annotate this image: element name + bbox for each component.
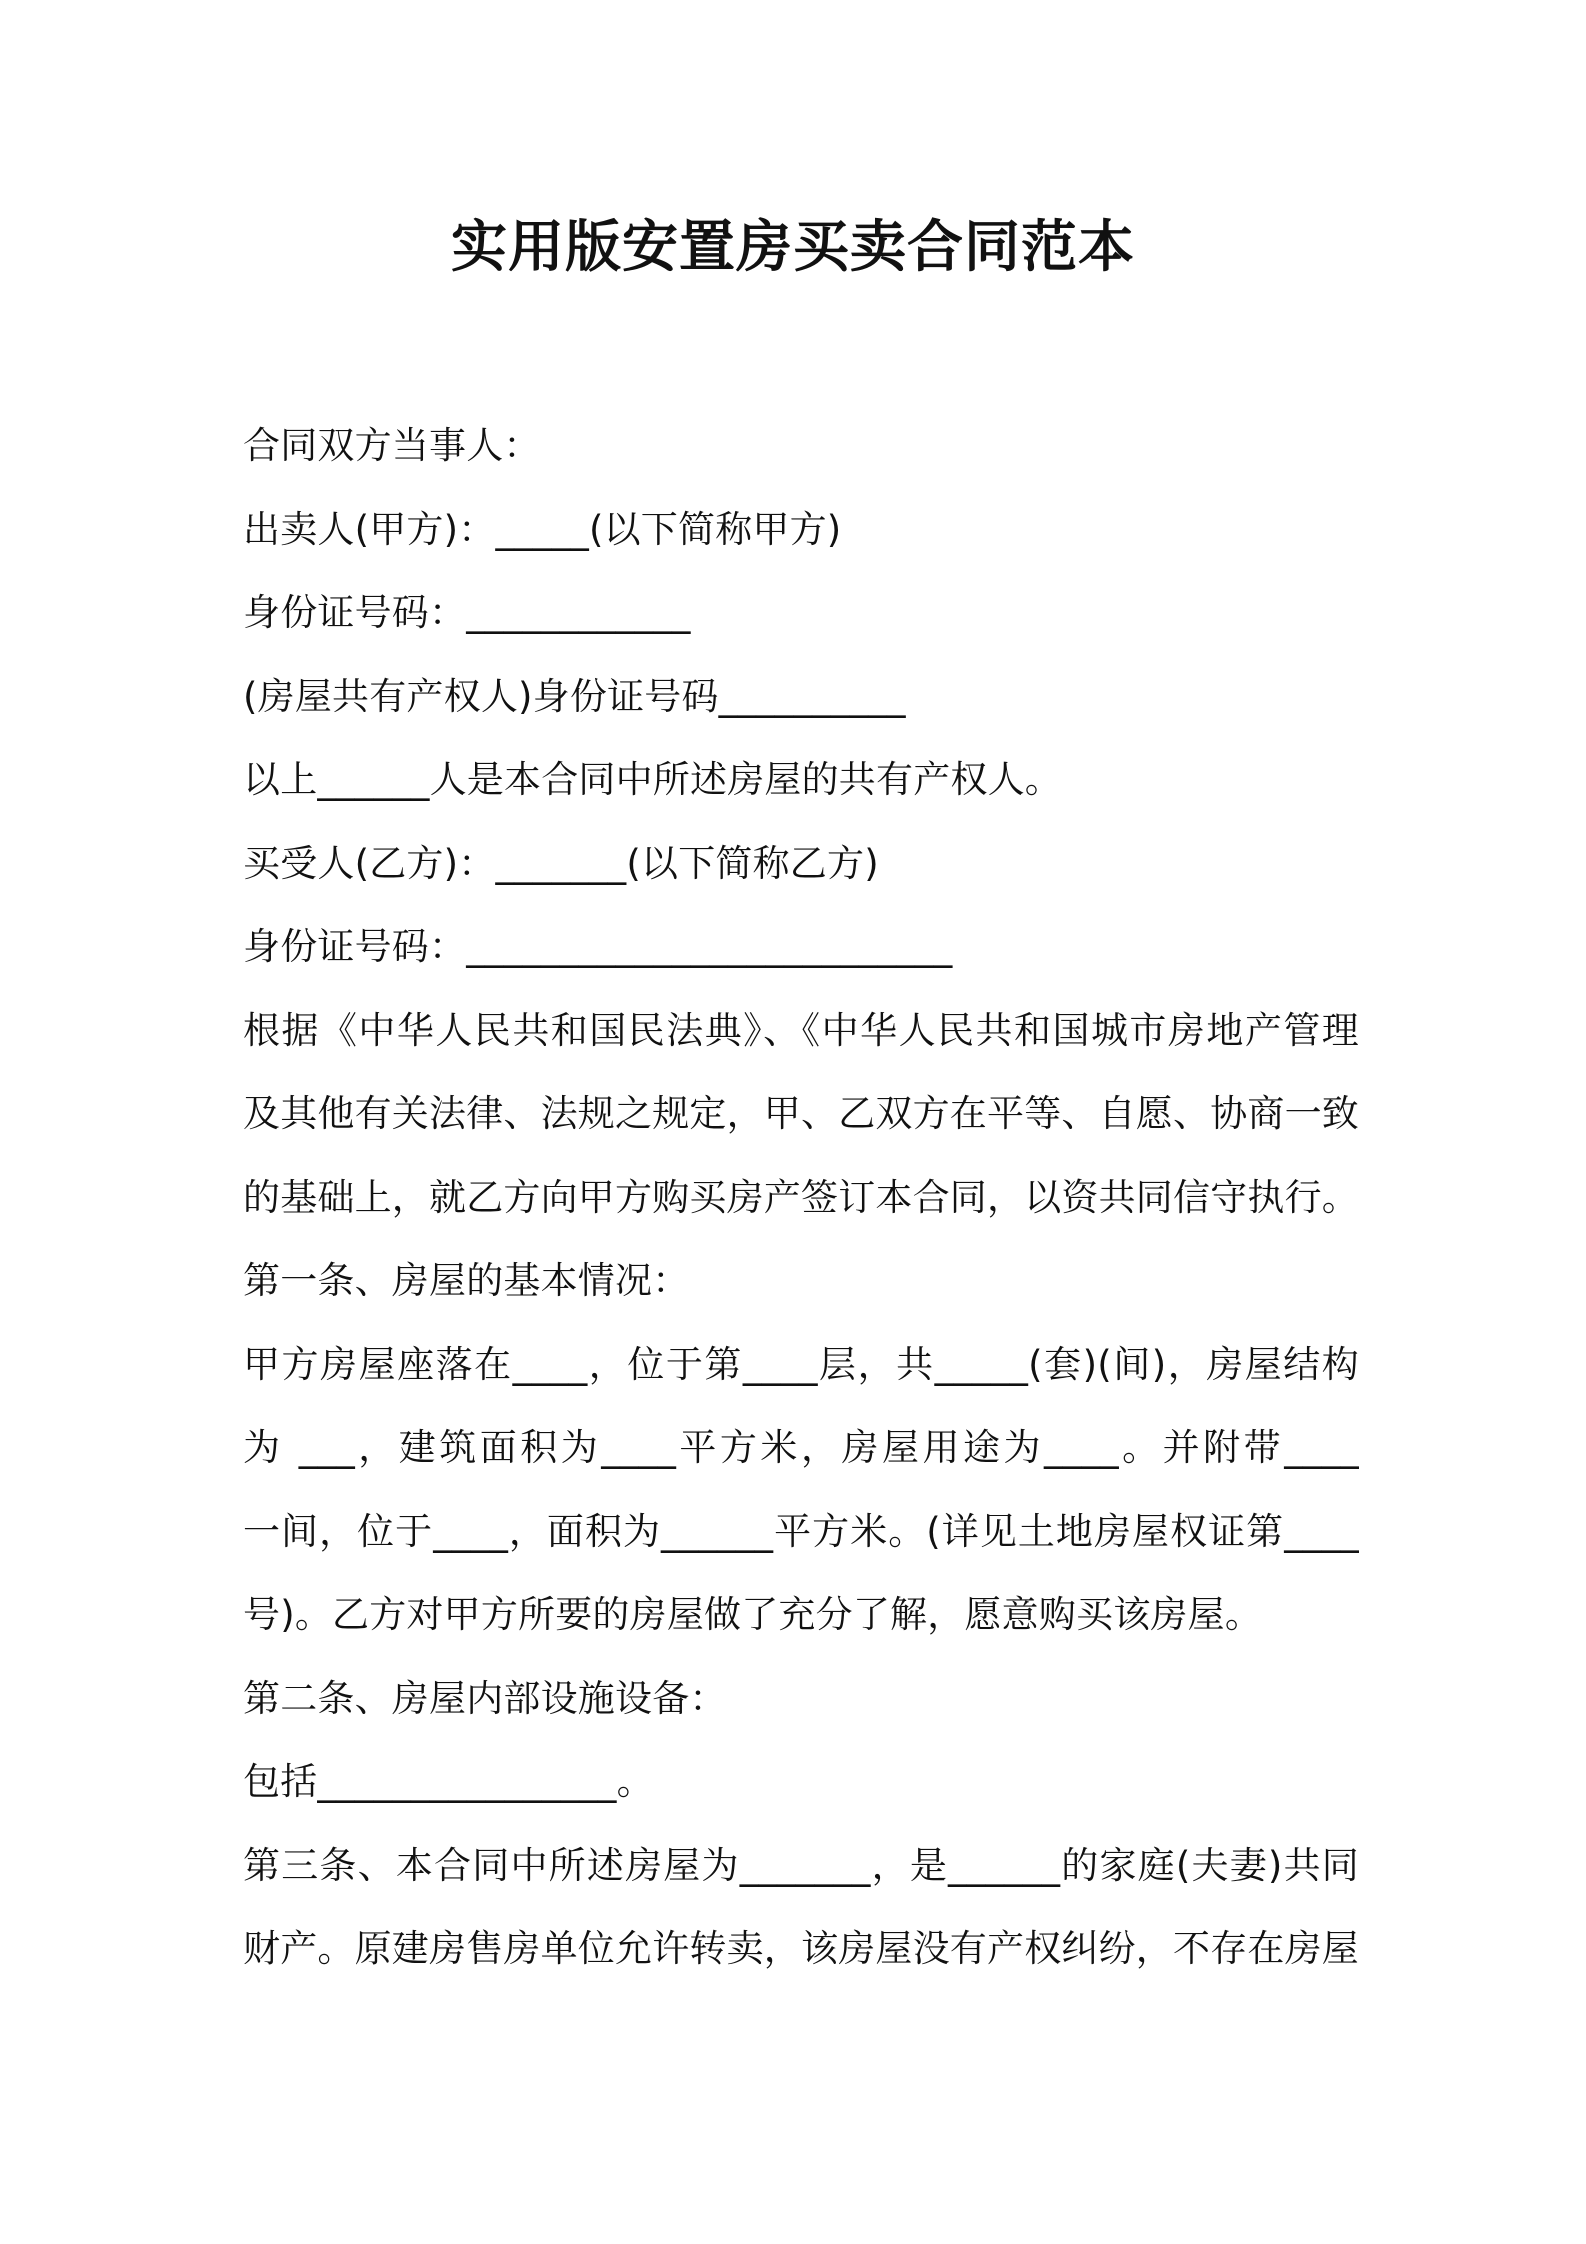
paragraph-line-article-1: 一间，位于____，面积为______平方米。(详见土地房屋权证第____	[243, 1509, 1359, 1553]
paragraph-line-buyer: 买受人(乙方)：_______(以下简称乙方)	[243, 841, 879, 885]
paragraph-line-legal-basis: 及其他有关法律、法规之规定，甲、乙双方在平等、自愿、协商一致	[243, 1092, 1359, 1135]
paragraph-line-co-owner-id: (房屋共有产权人)身份证号码__________	[243, 674, 906, 718]
paragraph-line-seller: 出卖人(甲方)：_____(以下简称甲方)	[243, 507, 842, 551]
paragraph-line-article-2: 包括________________。	[243, 1760, 654, 1803]
paragraph-line-article-3: 财产。原建房售房单位允许转卖，该房屋没有产权纠纷，不存在房屋	[243, 1927, 1359, 1970]
paragraph-line-parties: 合同双方当事人：	[243, 424, 541, 467]
article-heading-1: 第一条、房屋的基本情况：	[243, 1259, 690, 1302]
article-heading-2: 第二条、房屋内部设施设备：	[243, 1676, 727, 1720]
paragraph-line-article-1: 为 ___，建筑面积为____平方米，房屋用途为____。并附带____	[243, 1426, 1359, 1469]
document-body	[243, 404, 1359, 1991]
paragraph-line-legal-basis: 的基础上，就乙方向甲方购买房产签订本合同，以资共同信守执行。	[243, 1175, 1359, 1219]
paragraph-line-article-3: 第三条、本合同中所述房屋为_______，是______的家庭(夫妻)共同	[243, 1843, 1359, 1887]
paragraph-line-buyer-id: 身份证号码：__________________________	[243, 925, 953, 968]
document-title: 实用版安置房买卖合同范本	[451, 215, 1135, 280]
paragraph-line-co-owners: 以上______人是本合同中所述房屋的共有产权人。	[243, 758, 1062, 801]
paragraph-line-article-1: 号)。乙方对甲方所要的房屋做了充分了解，愿意购买该房屋。	[243, 1593, 1263, 1636]
paragraph-line-seller-id: 身份证号码：____________	[243, 591, 691, 634]
paragraph-line-article-1: 甲方房屋座落在____，位于第____层，共_____(套)(间)，房屋结构	[243, 1342, 1359, 1386]
paragraph-line-legal-basis: 根据《中华人民共和国民法典》、《中华人民共和国城市房地产管理	[243, 1008, 1359, 1052]
